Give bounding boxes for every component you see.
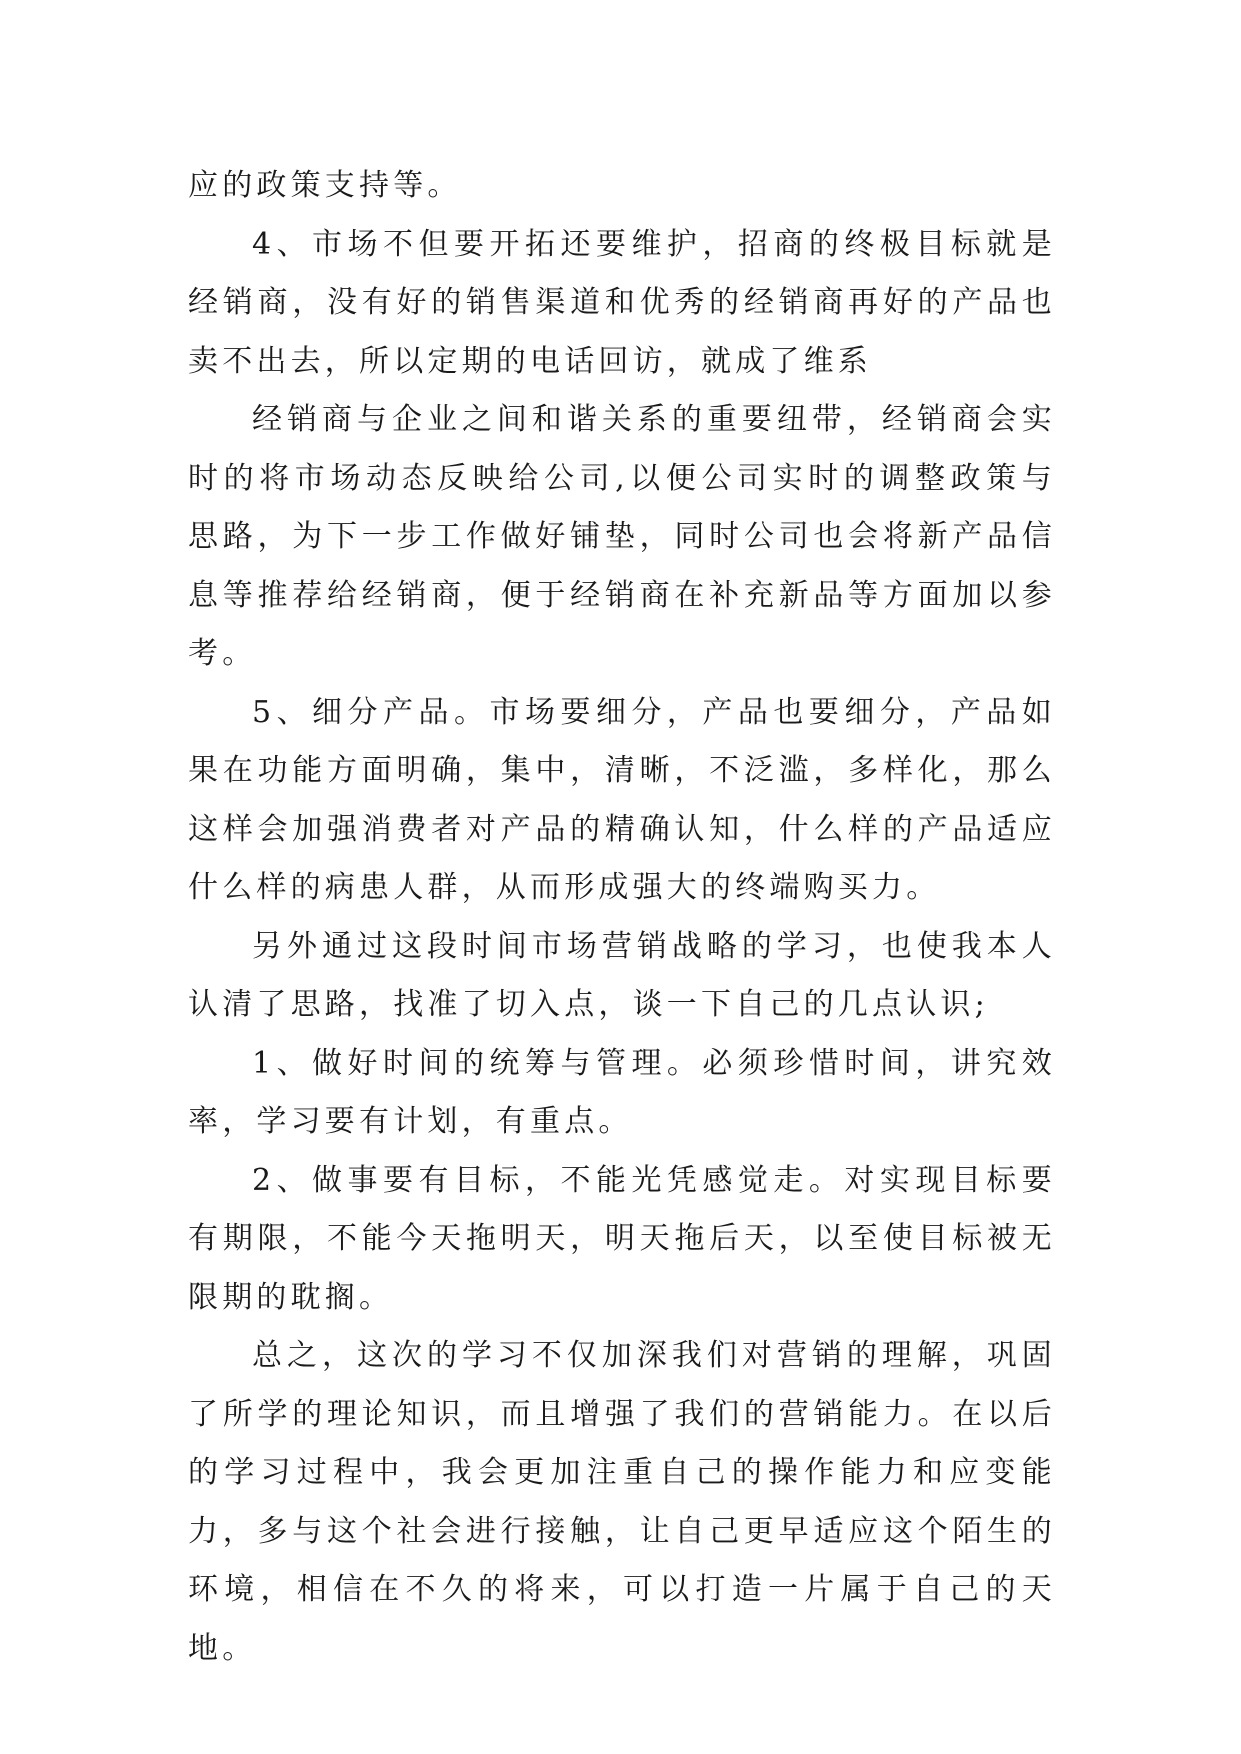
paragraph-5: 另外通过这段时间市场营销战略的学习，也使我本人认清了思路，找准了切入点，谈一下自己的几点认识; [188, 928, 1056, 1022]
paragraph-3: 经销商与企业之间和谐关系的重要纽带，经销商会实时的将市场动态反映给公司,以便公司实时的调整政策与思路，为下一步工作做好铺垫，同时公司也会将新产品信息等推荐给经销商，便于经销商在补充新品等方面加以参考。 [188, 402, 1056, 671]
paragraph-6: 1、做好时间的统筹与管理。必须珍惜时间，讲究效率，学习要有计划，有重点。 [188, 1045, 1056, 1139]
paragraph-1: 应的政策支持等。 [188, 168, 462, 203]
document-body [188, 157, 1056, 1678]
paragraph-7: 2、做事要有目标，不能光凭感觉走。对实现目标要有期限，不能今天拖明天，明天拖后天，以至使目标被无限期的耽搁。 [188, 1162, 1056, 1315]
paragraph-4: 5、细分产品。市场要细分，产品也要细分，产品如果在功能方面明确，集中，清晰，不泛滥，多样化，那么这样会加强消费者对产品的精确认知，什么样的产品适应什么样的病患人群，从而形成强大的终端购买力。 [188, 694, 1056, 905]
paragraph-8: 总之，这次的学习不仅加深我们对营销的理解，巩固了所学的理论知识，而且增强了我们的营销能力。在以后的学习过程中，我会更加注重自己的操作能力和应变能力，多与这个社会进行接触，让自己更早适应这个陌生的环境，相信在不久的将来，可以打造一片属于自己的天地。 [188, 1338, 1056, 1666]
paragraph-2: 4、市场不但要开拓还要维护，招商的终极目标就是经销商，没有好的销售渠道和优秀的经销商再好的产品也卖不出去，所以定期的电话回访，就成了维系 [188, 226, 1056, 379]
